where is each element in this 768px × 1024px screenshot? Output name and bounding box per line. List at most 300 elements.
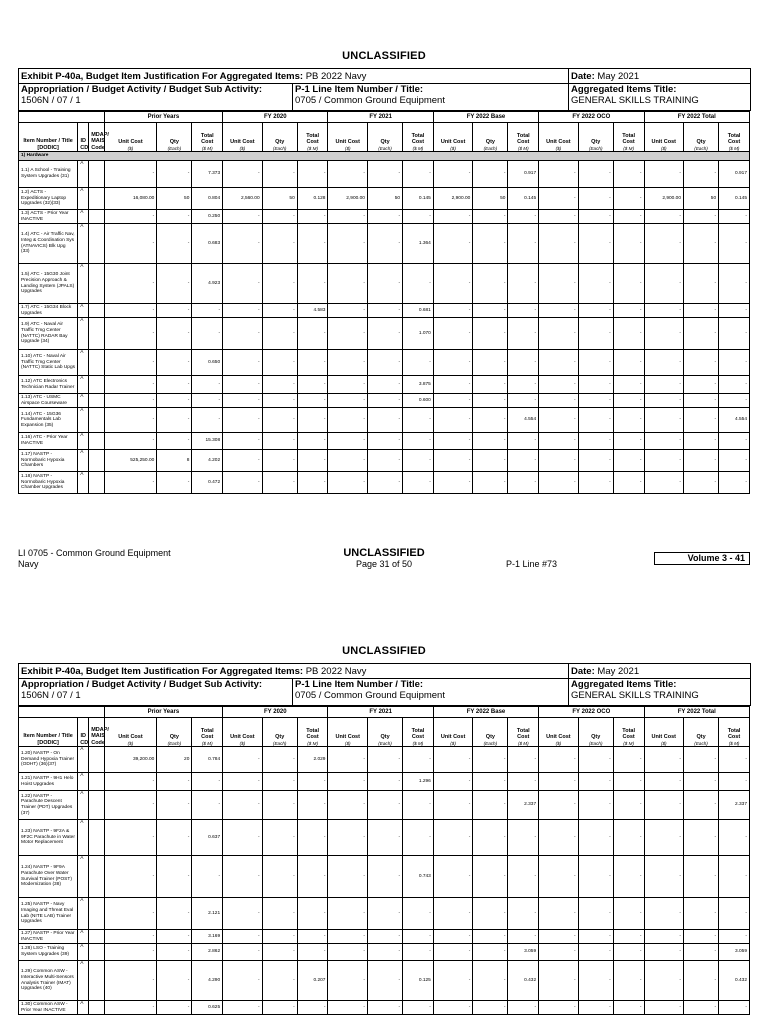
value-cell: -	[297, 820, 328, 856]
value-cell: -	[684, 930, 719, 944]
value-cell: -	[613, 433, 644, 450]
value-cell: -	[262, 264, 297, 304]
value-cell: -	[433, 224, 473, 264]
value-cell: -	[297, 224, 328, 264]
footer-p1-line: P-1 Line #73	[506, 559, 558, 569]
value-cell: -	[223, 747, 263, 773]
id-code: A	[78, 304, 89, 318]
value-cell: -	[473, 773, 508, 791]
value-cell: -	[104, 408, 157, 433]
value-cell: -	[508, 304, 539, 318]
value-cell: -	[297, 856, 328, 898]
value-cell: -	[473, 408, 508, 433]
value-cell: -	[262, 394, 297, 408]
value-cell: -	[223, 318, 263, 350]
value-cell: -	[684, 1001, 719, 1015]
value-cell: -	[328, 450, 368, 472]
value-cell: -	[719, 898, 750, 930]
value-cell: -	[508, 856, 539, 898]
value-cell: -	[719, 394, 750, 408]
value-cell: -	[613, 747, 644, 773]
value-cell: -	[578, 472, 613, 494]
value-cell: -	[539, 856, 579, 898]
value-cell: -	[473, 1001, 508, 1015]
value-cell: -	[157, 350, 192, 376]
value-cell: -	[328, 1001, 368, 1015]
item-title: 1.14) ATC - 15G36 Fundamentals Lab Expansion (35)	[19, 408, 78, 433]
col-unit-cost: Unit Cost ($)	[328, 718, 368, 747]
value-cell: -	[644, 318, 684, 350]
mdap-code	[89, 898, 104, 930]
value-cell: 4.554	[508, 408, 539, 433]
value-cell: -	[403, 210, 434, 224]
value-cell: -	[157, 1001, 192, 1015]
col-qty: Qty (Each)	[684, 123, 719, 152]
value-cell: -	[433, 1001, 473, 1015]
value-cell: -	[104, 350, 157, 376]
mdap-code	[89, 961, 104, 1001]
value-cell: 39,200.00	[104, 747, 157, 773]
value-cell: -	[508, 898, 539, 930]
value-cell: -	[433, 210, 473, 224]
value-cell: -	[223, 350, 263, 376]
header-table-2	[18, 663, 751, 706]
value-cell: -	[539, 450, 579, 472]
value-cell: -	[613, 188, 644, 210]
col-qty: Qty (Each)	[578, 123, 613, 152]
classification-header-2: UNCLASSIFIED	[342, 645, 426, 657]
value-cell: -	[223, 224, 263, 264]
value-cell: -	[578, 161, 613, 188]
value-cell: -	[297, 161, 328, 188]
mdap-code	[89, 944, 104, 961]
value-cell: -	[403, 898, 434, 930]
value-cell: -	[403, 791, 434, 820]
id-code: A	[78, 747, 89, 773]
group-fy2022-total: FY 2022 Total	[644, 112, 749, 123]
col-item-title: Item Number / Title [DODIC]	[19, 123, 78, 152]
id-code: A	[78, 264, 89, 304]
id-code: A	[78, 210, 89, 224]
value-cell: 20	[157, 747, 192, 773]
value-cell: 3.059	[719, 944, 750, 961]
value-cell: -	[262, 433, 297, 450]
value-cell: -	[613, 224, 644, 264]
value-cell: -	[433, 264, 473, 304]
value-cell: -	[433, 747, 473, 773]
value-cell: -	[297, 408, 328, 433]
value-cell: -	[684, 350, 719, 376]
value-cell: -	[473, 747, 508, 773]
value-cell: -	[262, 944, 297, 961]
mdap-code	[89, 161, 104, 188]
value-cell: -	[262, 450, 297, 472]
col-id-cd: ID CD	[78, 123, 89, 152]
value-cell: -	[223, 210, 263, 224]
value-cell: -	[644, 408, 684, 433]
mdap-code	[89, 304, 104, 318]
col-unit-cost: Unit Cost ($)	[433, 718, 473, 747]
value-cell: -	[719, 747, 750, 773]
value-cell: -	[578, 188, 613, 210]
exhibit-cell: Exhibit P-40a, Budget Item Justification For Aggregated Items: PB 2022 Navy	[19, 69, 569, 84]
value-cell: -	[508, 318, 539, 350]
col-qty: Qty (Each)	[157, 123, 192, 152]
value-cell: -	[578, 318, 613, 350]
value-cell: -	[367, 161, 402, 188]
value-cell: -	[328, 961, 368, 1001]
value-cell: -	[433, 961, 473, 1001]
value-cell: -	[157, 304, 192, 318]
value-cell: -	[508, 376, 539, 394]
section-hardware: 1) Hardware	[19, 152, 750, 161]
mdap-code	[89, 318, 104, 350]
value-cell: -	[684, 820, 719, 856]
value-cell: -	[684, 394, 719, 408]
value-cell: -	[508, 394, 539, 408]
value-cell: -	[644, 161, 684, 188]
value-cell: -	[644, 394, 684, 408]
value-cell: -	[192, 856, 223, 898]
item-title: 1.28) LSO - Training System Upgrades (39)	[19, 944, 78, 961]
value-cell: -	[719, 930, 750, 944]
value-cell: -	[433, 472, 473, 494]
value-cell: -	[539, 820, 579, 856]
value-cell: 0.600	[403, 394, 434, 408]
value-cell: 2,900.00	[433, 188, 473, 210]
mdap-code	[89, 264, 104, 304]
value-cell: -	[684, 376, 719, 394]
value-cell: 50	[684, 188, 719, 210]
value-cell: -	[367, 304, 402, 318]
value-cell: -	[328, 264, 368, 304]
value-cell: -	[328, 318, 368, 350]
value-cell: -	[539, 773, 579, 791]
value-cell: -	[223, 161, 263, 188]
value-cell: -	[684, 472, 719, 494]
value-cell: -	[262, 472, 297, 494]
value-cell: -	[508, 930, 539, 944]
value-cell: 4.554	[719, 408, 750, 433]
col-total-cost: Total Cost ($ M)	[192, 123, 223, 152]
value-cell: 0.683	[192, 224, 223, 264]
value-cell: -	[223, 304, 263, 318]
value-cell: -	[223, 472, 263, 494]
value-cell: -	[403, 820, 434, 856]
value-cell: -	[433, 433, 473, 450]
value-cell: -	[403, 433, 434, 450]
col-total-cost: Total Cost ($ M)	[719, 718, 750, 747]
p1-cell-2: P-1 Line Item Number / Title: 0705 / Common Ground Equipment	[293, 679, 569, 706]
value-cell: -	[613, 350, 644, 376]
value-cell: -	[157, 224, 192, 264]
group-fy2020: FY 2020	[223, 112, 328, 123]
col-total-cost: Total Cost ($ M)	[613, 123, 644, 152]
value-cell: -	[157, 318, 192, 350]
value-cell: 4.923	[192, 264, 223, 304]
value-cell: -	[223, 433, 263, 450]
value-cell: -	[297, 472, 328, 494]
value-cell: -	[508, 210, 539, 224]
value-cell: -	[367, 394, 402, 408]
value-cell: -	[473, 210, 508, 224]
value-cell: -	[367, 472, 402, 494]
value-cell: -	[262, 791, 297, 820]
value-cell: -	[684, 791, 719, 820]
approp-cell-2: Appropriation / Budget Activity / Budget Sub Activity: 1506N / 07 / 1	[19, 679, 293, 706]
mdap-code	[89, 856, 104, 898]
page-2	[18, 645, 750, 1015]
value-cell: -	[403, 1001, 434, 1015]
value-cell: -	[328, 820, 368, 856]
id-code: A	[78, 856, 89, 898]
value-cell: -	[719, 264, 750, 304]
mdap-code	[89, 433, 104, 450]
value-cell: -	[719, 433, 750, 450]
value-cell: -	[539, 791, 579, 820]
value-cell: -	[473, 856, 508, 898]
value-cell: -	[297, 450, 328, 472]
value-cell: -	[403, 944, 434, 961]
value-cell: -	[192, 394, 223, 408]
value-cell: -	[644, 773, 684, 791]
col-total-cost: Total Cost ($ M)	[297, 123, 328, 152]
value-cell: -	[367, 791, 402, 820]
value-cell: 0.472	[192, 472, 223, 494]
value-cell: 15.308	[192, 433, 223, 450]
value-cell: -	[297, 791, 328, 820]
value-cell: -	[297, 1001, 328, 1015]
value-cell: -	[367, 433, 402, 450]
value-cell: -	[433, 944, 473, 961]
value-cell: -	[433, 318, 473, 350]
mdap-code	[89, 450, 104, 472]
value-cell: -	[684, 318, 719, 350]
value-cell: -	[367, 944, 402, 961]
id-code: A	[78, 961, 89, 1001]
id-code: A	[78, 394, 89, 408]
value-cell: -	[223, 944, 263, 961]
value-cell: -	[613, 472, 644, 494]
col-id-cd: ID CD	[78, 718, 89, 747]
value-cell: -	[473, 264, 508, 304]
value-cell: 2.337	[508, 791, 539, 820]
value-cell: -	[684, 264, 719, 304]
value-cell: -	[684, 961, 719, 1001]
value-cell: -	[684, 773, 719, 791]
value-cell: -	[328, 472, 368, 494]
id-code: A	[78, 930, 89, 944]
value-cell: -	[508, 224, 539, 264]
value-cell: -	[719, 450, 750, 472]
table-row	[19, 930, 750, 944]
value-cell: -	[613, 210, 644, 224]
col-total-cost: Total Cost ($ M)	[403, 718, 434, 747]
value-cell: -	[613, 264, 644, 304]
value-cell: -	[684, 224, 719, 264]
value-cell: -	[297, 930, 328, 944]
value-cell: -	[367, 450, 402, 472]
value-cell: -	[578, 898, 613, 930]
value-cell: -	[644, 856, 684, 898]
value-cell: -	[719, 350, 750, 376]
value-cell: -	[719, 224, 750, 264]
value-cell: -	[157, 394, 192, 408]
value-cell: 4.202	[192, 450, 223, 472]
value-cell: -	[644, 472, 684, 494]
col-qty: Qty (Each)	[262, 123, 297, 152]
table-row	[19, 318, 750, 350]
value-cell: -	[508, 350, 539, 376]
value-cell: -	[613, 898, 644, 930]
table-row	[19, 210, 750, 224]
value-cell: 2.337	[719, 791, 750, 820]
value-cell: -	[328, 773, 368, 791]
item-title: 1.24) NASTP - 9F9A Parachute Over Water Survival Trainer (POST) Modernization (38)	[19, 856, 78, 898]
col-qty: Qty (Each)	[367, 718, 402, 747]
col-total-cost: Total Cost ($ M)	[719, 123, 750, 152]
value-cell: -	[473, 898, 508, 930]
value-cell: -	[328, 161, 368, 188]
value-cell: -	[644, 376, 684, 394]
item-title: 1.16) ATC - Prior Year INACTIVE	[19, 433, 78, 450]
value-cell: -	[104, 433, 157, 450]
value-cell: -	[719, 1001, 750, 1015]
value-cell: -	[508, 747, 539, 773]
item-title: 1.3) ACTS - Prior Year INACTIVE	[19, 210, 78, 224]
value-cell: 0.145	[403, 188, 434, 210]
value-cell: -	[684, 161, 719, 188]
value-cell: -	[262, 856, 297, 898]
value-cell: 1.296	[403, 773, 434, 791]
value-cell: -	[104, 930, 157, 944]
value-cell: -	[104, 773, 157, 791]
value-cell: -	[262, 961, 297, 1001]
value-cell: -	[104, 224, 157, 264]
col-qty: Qty (Each)	[473, 718, 508, 747]
value-cell: -	[578, 350, 613, 376]
value-cell: -	[403, 350, 434, 376]
value-cell: 2.121	[192, 898, 223, 930]
value-cell: -	[367, 264, 402, 304]
value-cell: -	[644, 930, 684, 944]
value-cell: -	[578, 224, 613, 264]
value-cell: -	[157, 161, 192, 188]
value-cell: 50	[473, 188, 508, 210]
value-cell: -	[328, 408, 368, 433]
col-total-cost: Total Cost ($ M)	[508, 123, 539, 152]
value-cell: -	[578, 376, 613, 394]
mdap-code	[89, 376, 104, 394]
value-cell: -	[403, 930, 434, 944]
table-row	[19, 224, 750, 264]
item-title: 1.21) NASTP - 9H1 Helo Hoist Upgrades	[19, 773, 78, 791]
value-cell: 0.432	[508, 961, 539, 1001]
id-code: A	[78, 898, 89, 930]
value-cell: -	[328, 747, 368, 773]
value-cell: -	[644, 224, 684, 264]
value-cell: -	[473, 450, 508, 472]
value-cell: -	[328, 376, 368, 394]
value-cell: -	[539, 350, 579, 376]
value-cell: -	[297, 773, 328, 791]
id-code: A	[78, 376, 89, 394]
value-cell: -	[719, 210, 750, 224]
col-unit-cost: Unit Cost ($)	[223, 718, 263, 747]
col-qty: Qty (Each)	[262, 718, 297, 747]
value-cell: -	[223, 394, 263, 408]
item-title: 1.18) NASTP - Normobaric Hypoxia Chamber Upgrades	[19, 472, 78, 494]
mdap-code	[89, 210, 104, 224]
value-cell: -	[367, 930, 402, 944]
group-fy2022-base: FY 2022 Base	[433, 112, 538, 123]
value-cell: -	[613, 1001, 644, 1015]
id-code: A	[78, 188, 89, 210]
value-cell: -	[719, 304, 750, 318]
value-cell: -	[473, 161, 508, 188]
value-cell: -	[262, 773, 297, 791]
item-title: 1.12) ATC Electronics Technician Radar Trainer	[19, 376, 78, 394]
value-cell: 1.364	[403, 224, 434, 264]
item-title: 1.25) NASTP - Navy Imaging and Threat Eval Lab (NITE LAB) Trainer Upgrades	[19, 898, 78, 930]
value-cell: -	[508, 773, 539, 791]
rows-2	[19, 747, 750, 1015]
value-cell: 16,080.00	[104, 188, 157, 210]
value-cell: -	[328, 210, 368, 224]
group-fy2022-oco-2: FY 2022 OCO	[539, 707, 644, 718]
value-cell: -	[473, 394, 508, 408]
id-code: A	[78, 224, 89, 264]
table-row	[19, 472, 750, 494]
group-prior-years: Prior Years	[104, 112, 223, 123]
value-cell: -	[578, 944, 613, 961]
value-cell: -	[539, 161, 579, 188]
table-row	[19, 450, 750, 472]
value-cell: 0.432	[719, 961, 750, 1001]
item-title: 1.17) NASTP - Normobaric Hypoxia Chambers	[19, 450, 78, 472]
value-cell: 525,250.00	[104, 450, 157, 472]
value-cell: 2,900.00	[644, 188, 684, 210]
value-cell: -	[578, 433, 613, 450]
item-title: 1.7) ATC - 15G34 Block Upgrades	[19, 304, 78, 318]
value-cell: -	[539, 376, 579, 394]
approp-cell: Appropriation / Budget Activity / Budget Sub Activity: 1506N / 07 / 1	[19, 84, 293, 111]
table-row	[19, 304, 750, 318]
col-unit-cost: Unit Cost ($)	[223, 123, 263, 152]
value-cell: -	[644, 1001, 684, 1015]
value-cell: -	[367, 350, 402, 376]
value-cell: -	[473, 820, 508, 856]
value-cell: -	[539, 210, 579, 224]
value-cell: -	[328, 791, 368, 820]
table-row	[19, 188, 750, 210]
value-cell: -	[433, 856, 473, 898]
item-title: 1.13) ATC - USMC Airspace Courseware	[19, 394, 78, 408]
value-cell: -	[104, 961, 157, 1001]
value-cell: -	[297, 264, 328, 304]
value-cell: 50	[367, 188, 402, 210]
value-cell: -	[157, 961, 192, 1001]
value-cell: -	[578, 747, 613, 773]
value-cell: -	[328, 944, 368, 961]
table-row	[19, 264, 750, 304]
value-cell: -	[157, 944, 192, 961]
value-cell: -	[104, 210, 157, 224]
value-cell: -	[684, 433, 719, 450]
value-cell: -	[644, 450, 684, 472]
value-cell: -	[539, 1001, 579, 1015]
group-fy2021: FY 2021	[328, 112, 433, 123]
